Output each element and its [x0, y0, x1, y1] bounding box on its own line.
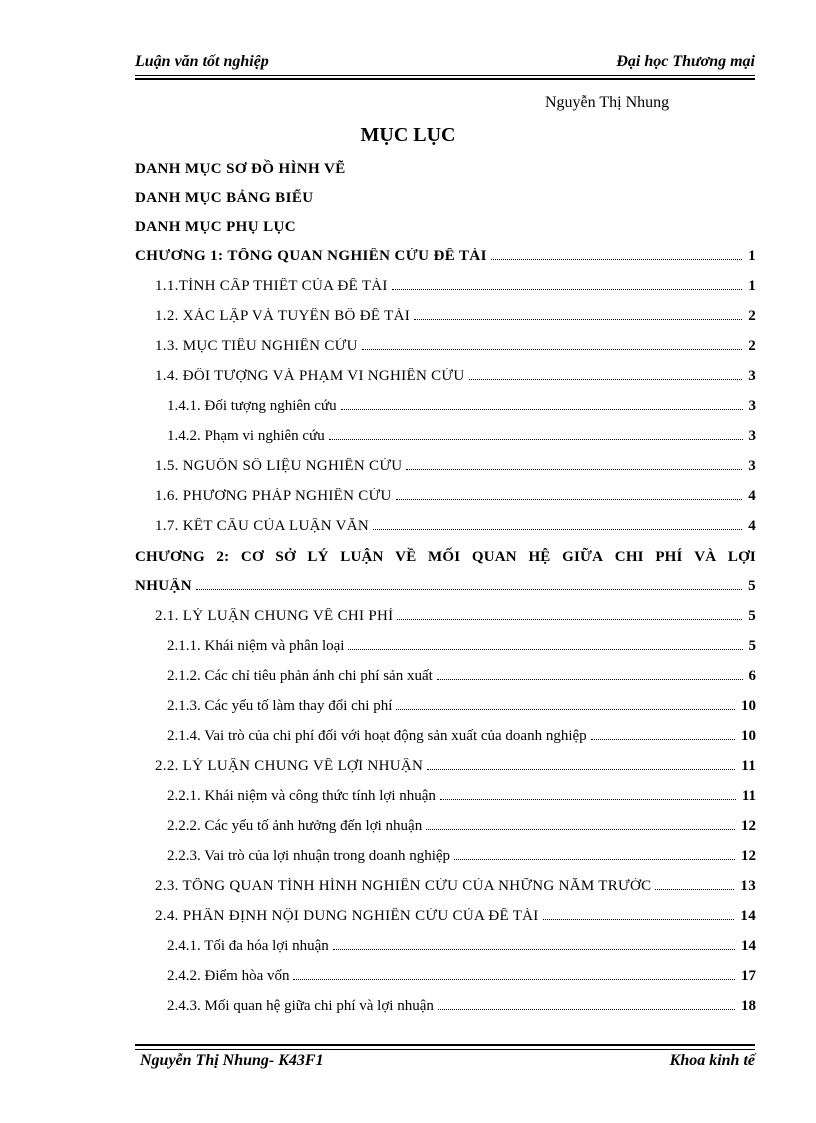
toc-entry-2-2[interactable]	[155, 758, 756, 780]
header-rule-thick	[135, 78, 755, 80]
word: QUAN	[471, 549, 517, 565]
toc-page-number: 17	[741, 968, 756, 984]
toc-page-number: 5	[748, 608, 756, 624]
word: MỐI	[428, 549, 461, 565]
dot-leader	[396, 499, 743, 500]
toc-page-number: 11	[741, 788, 756, 804]
toc-entry-2-1-1[interactable]	[167, 638, 756, 660]
footer-faculty: Khoa kinh tế	[669, 1052, 755, 1069]
toc-entry-label: 2.2. LÝ LUẬN CHUNG VỀ LỢI NHUẬN	[155, 758, 424, 774]
toc-entry-2-4-3[interactable]	[167, 998, 756, 1020]
word: CƠ	[240, 549, 264, 565]
toc-chapter-1[interactable]	[135, 248, 756, 270]
dot-leader	[469, 379, 743, 380]
header-thesis-label: Luận văn tốt nghiệp	[135, 53, 269, 70]
toc-entry-label: 2.2.2. Các yếu tố ảnh hưởng đến lợi nhuận	[167, 818, 423, 834]
dot-leader	[655, 889, 734, 890]
list-appendix-heading: DANH MỤC PHỤ LỤC	[135, 219, 296, 235]
toc-page-number: 18	[741, 998, 756, 1014]
toc-entry-2-1-3[interactable]	[167, 698, 756, 720]
dot-leader	[491, 259, 742, 260]
toc-entry-label: 2.4.3. Mối quan hệ giữa chi phí và lợi nhuận	[167, 998, 434, 1014]
toc-entry-1-7[interactable]	[155, 518, 756, 540]
toc-entry-1-4[interactable]	[155, 368, 756, 390]
page-footer	[140, 1052, 755, 1078]
dot-leader	[426, 829, 735, 830]
toc-entry-label: NHUẬN	[135, 578, 192, 594]
toc-entry-2-4-2[interactable]	[167, 968, 756, 990]
word: LỢI	[727, 549, 756, 565]
toc-page-number: 5	[748, 638, 756, 654]
dot-leader	[406, 469, 742, 470]
toc-entry-1-2[interactable]	[155, 308, 756, 330]
toc-chapter-2-line1[interactable]	[135, 549, 756, 566]
toc-page-number: 2	[748, 308, 756, 324]
toc-entry-label: CHƯƠNG 1: TỔNG QUAN NGHIÊN CỨU ĐỀ TÀI	[135, 248, 487, 264]
toc-entry-label: 2.4.1. Tối đa hóa lợi nhuận	[167, 938, 329, 954]
toc-entry-label: 1.6. PHƯƠNG PHÁP NGHIÊN CỨU	[155, 488, 392, 504]
toc-page-number: 10	[741, 698, 756, 714]
footer-rule-thin	[135, 1049, 755, 1050]
toc-page-number: 1	[748, 248, 756, 264]
page-header	[135, 50, 755, 78]
toc-entry-2-2-3[interactable]	[167, 848, 756, 870]
toc-page-number: 10	[741, 728, 756, 744]
toc-entry-2-1-2[interactable]	[167, 668, 756, 690]
word: VỀ	[395, 549, 417, 565]
toc-entry-1-6[interactable]	[155, 488, 756, 510]
toc-chapter-2-line2[interactable]	[135, 578, 756, 600]
toc-entry-2-2-1[interactable]	[167, 788, 756, 810]
dot-leader	[414, 319, 742, 320]
toc-entry-label: 2.1.1. Khái niệm và phân loại	[167, 638, 345, 654]
toc-page-number: 3	[748, 398, 756, 414]
toc-entry-2-4-1[interactable]	[167, 938, 756, 960]
list-tables-heading: DANH MỤC BẢNG BIỂU	[135, 190, 314, 206]
dot-leader	[348, 649, 742, 650]
toc-page-number: 14	[741, 938, 756, 954]
toc-page-number: 13	[740, 878, 756, 894]
word: 2:	[216, 549, 230, 565]
dot-leader	[329, 439, 743, 440]
toc-entry-label: 2.2.3. Vai trò của lợi nhuận trong doanh nghiệp	[167, 848, 451, 864]
author-name: Nguyễn Thị Nhung	[545, 94, 670, 111]
toc-entry-label: 2.3. TỔNG QUAN TÌNH HÌNH NGHIÊN CỨU CỦA NHỮNG NĂM TRƯỚC	[155, 878, 652, 894]
word: VÀ	[694, 549, 717, 565]
toc-entry-2-2-2[interactable]	[167, 818, 756, 840]
list-figures-heading: DANH MỤC SƠ ĐỒ HÌNH VẼ	[135, 161, 346, 177]
toc-entry-label: 2.1.3. Các yếu tố làm thay đổi chi phí	[167, 698, 393, 714]
dot-leader	[392, 289, 742, 290]
toc-entry-1-4-2[interactable]	[167, 428, 756, 450]
toc-entry-1-1[interactable]	[155, 278, 756, 300]
toc-entry-label: 2.4. PHÂN ĐỊNH NỘI DUNG NGHIÊN CỨU CỦA ĐỀ TÀI	[155, 908, 539, 924]
toc-entry-2-3[interactable]	[155, 878, 756, 900]
toc-entry-label: 1.4.2. Phạm vi nghiên cứu	[167, 428, 325, 444]
word: GIỮA	[562, 549, 604, 565]
toc-page-number: 3	[748, 458, 756, 474]
toc-entry-2-1-4[interactable]	[167, 728, 756, 750]
dot-leader	[341, 409, 743, 410]
toc-page-number: 6	[748, 668, 756, 684]
toc-page-number: 12	[741, 818, 756, 834]
toc-entry-label: 2.4.2. Điểm hòa vốn	[167, 968, 290, 984]
page-title: MỤC LỤC	[360, 124, 456, 146]
toc-page-number: 4	[748, 518, 756, 534]
dot-leader	[397, 619, 742, 620]
dot-leader	[437, 679, 743, 680]
toc-entry-label: 1.3. MỤC TIÊU NGHIÊN CỨU	[155, 338, 358, 354]
word: HỆ	[528, 549, 551, 565]
toc-entry-label: 1.4.1. Đối tượng nghiên cứu	[167, 398, 337, 414]
toc-entry-label: 2.1.2. Các chỉ tiêu phản ánh chi phí sản xuất	[167, 668, 433, 684]
toc-page-number: 11	[741, 758, 756, 774]
toc-page-number: 2	[748, 338, 756, 354]
toc-entry-label: 2.2.1. Khái niệm và công thức tính lợi nhuận	[167, 788, 436, 804]
toc-entry-label: 1.5. NGUỒN SỐ LIỆU NGHIÊN CỨU	[155, 458, 403, 474]
dot-leader	[454, 859, 735, 860]
dot-leader	[543, 919, 735, 920]
word: CHI	[614, 549, 644, 565]
toc-entry-label: 2.1.4. Vai trò của chi phí đối với hoạt động sản xuất của doanh nghiệp	[167, 728, 587, 744]
toc-page-number: 12	[741, 848, 756, 864]
dot-leader	[440, 799, 736, 800]
toc-page-number: 1	[748, 278, 756, 294]
footer-author: Nguyễn Thị Nhung- K43F1	[140, 1052, 324, 1069]
word: CHƯƠNG	[135, 549, 205, 565]
word: LÝ	[307, 549, 329, 565]
toc-entry-label: 1.2. XÁC LẬP VÀ TUYÊN BỐ ĐỀ TÀI	[155, 308, 410, 324]
toc-entry-1-5[interactable]	[155, 458, 756, 480]
toc-entry-label: 1.7. KẾT CẤU CỦA LUẬN VĂN	[155, 518, 370, 534]
word: PHÍ	[655, 549, 683, 565]
dot-leader	[438, 1009, 735, 1010]
toc-entry-label: 1.1.TÍNH CẤP THIẾT CỦA ĐỀ TÀI	[155, 278, 388, 294]
dot-leader	[196, 589, 742, 590]
dot-leader	[396, 709, 735, 710]
header-rule-thin	[135, 75, 755, 76]
dot-leader	[333, 949, 735, 950]
dot-leader	[362, 349, 742, 350]
toc-page-number: 5	[748, 578, 756, 594]
toc-page-number: 14	[740, 908, 756, 924]
dot-leader	[427, 769, 735, 770]
toc-page-number: 3	[748, 368, 756, 384]
toc-page-number: 3	[748, 428, 756, 444]
header-university: Đại học Thương mại	[616, 53, 755, 70]
toc-entry-label: 1.4. ĐỐI TƯỢNG VÀ PHẠM VI NGHIÊN CỨU	[155, 368, 465, 384]
dot-leader	[293, 979, 735, 980]
word: SỞ	[275, 549, 296, 565]
toc-page-number: 4	[748, 488, 756, 504]
word: LUẬN	[340, 549, 384, 565]
toc-entry-label: 2.1. LÝ LUẬN CHUNG VỀ CHI PHÍ	[155, 608, 394, 624]
toc-entry-2-4[interactable]	[155, 908, 756, 930]
toc-entry-2-1[interactable]	[155, 608, 756, 630]
dot-leader	[591, 739, 735, 740]
footer-rule-thick	[135, 1044, 755, 1046]
toc-entry-1-3[interactable]	[155, 338, 756, 360]
dot-leader	[373, 529, 742, 530]
toc-entry-1-4-1[interactable]	[167, 398, 756, 420]
